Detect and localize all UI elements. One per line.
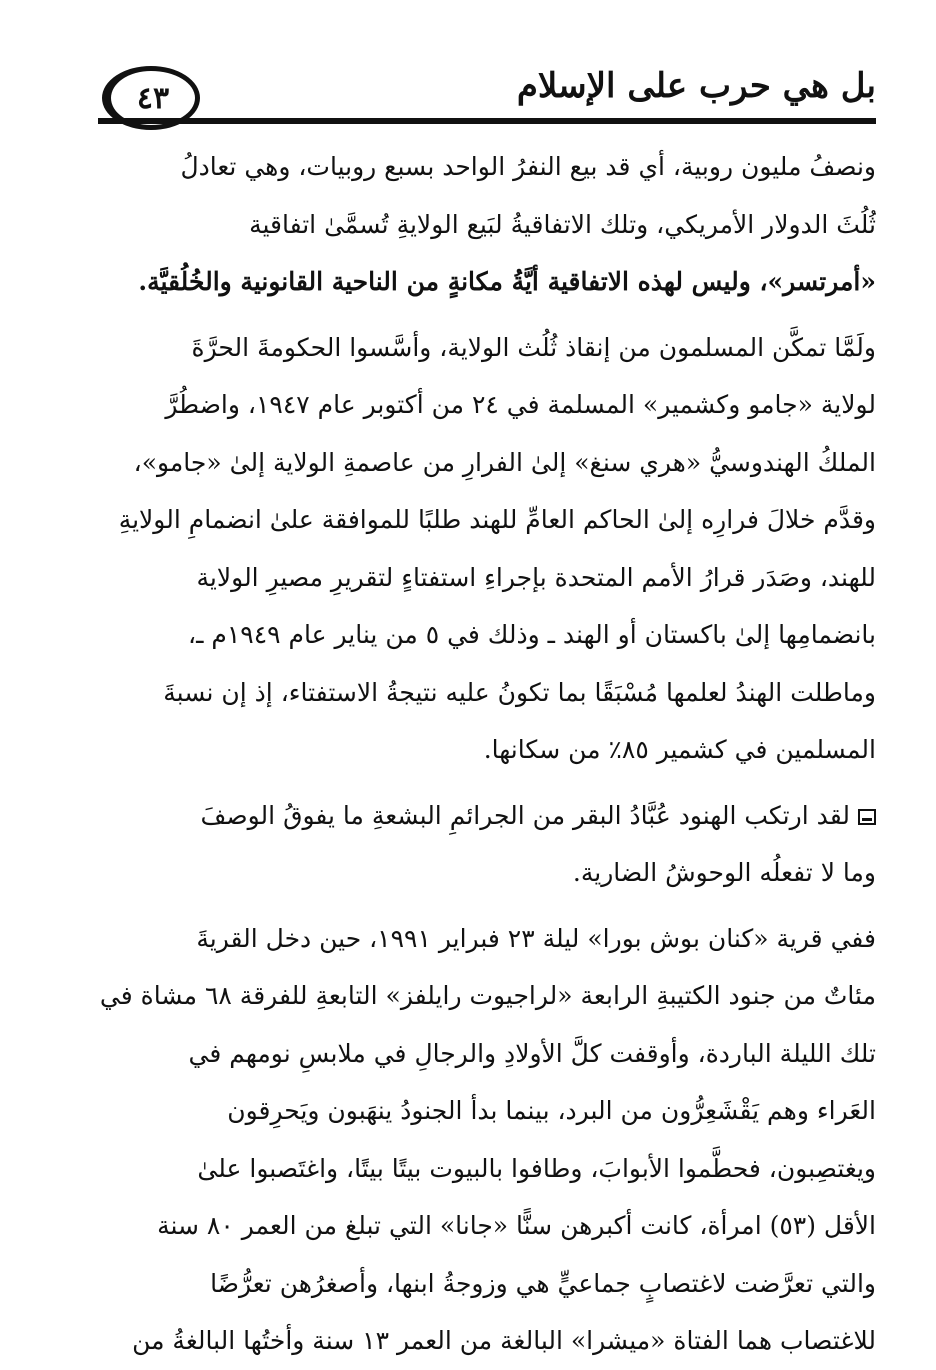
body-text — [98, 138, 876, 1370]
running-header-title: بل هي حرب على الإسلام — [516, 66, 876, 106]
paragraph-gap — [98, 779, 876, 787]
text-line: المسلمين في كشمير ٨٥٪ من سكانها. — [483, 735, 876, 764]
square-bullet-icon — [858, 809, 876, 825]
text-line: ففي قرية «كنان بوش بورا» ليلة ٢٣ فبراير ١٩٩١، حين دخل القريةَ — [196, 923, 876, 953]
text-line-bullet — [98, 787, 876, 845]
text-line: والتي تعرَّضت لاغتصابٍ جماعيٍّ هي وزوجةُ ابنها، وأصغرُهن تعرُّضًا — [210, 1268, 876, 1298]
text-line: للهند، وصَدَر قرارُ الأمم المتحدة بإجراءِ استفتاءٍ لتقريرِ مصيرِ الولاية — [196, 562, 876, 592]
text-line: بانضمامِها إلىٰ باكستان أو الهند ـ وذلك في ٥ من يناير عام ١٩٤٩م ـ، — [188, 620, 876, 649]
text-line: ويغتصِبون، فحطَّموا الأبوابَ، وطافوا بالبيوت بيتًا بيتًا، واغتَصبوا علىٰ — [197, 1153, 876, 1183]
text-line: الملكُ الهندوسيُّ «هري سنغ» إلىٰ الفرارِ من عاصمةِ الولاية إلىٰ «جامو»، — [133, 447, 876, 477]
paragraph-gap — [98, 311, 876, 319]
text-line: ونصفُ مليون روبية، أي قد بيع النفرُ الواحد بسبع روبيات، وهي تعادلُ — [180, 152, 876, 181]
header-divider — [98, 118, 876, 124]
text-line: مئاتٌ من جنود الكتيبةِ الرابعة «لراجيوت رايلفز» التابعةِ للفرقة ٦٨ مشاة في — [99, 981, 876, 1010]
bullet-text: لقد ارتكب الهنود عُبَّادُ البقر من الجرائمِ البشعةِ ما يفوقُ الوصفَ — [200, 800, 850, 830]
text-line: وماطلت الهندُ لعلمها مُسْبَقًا بما تكونُ عليه نتيجةُ الاستفتاء، إذ إن نسبةَ — [163, 677, 876, 707]
text-line: العَراء وهم يَقْشَعِرُّون من البرد، بينما بدأ الجنودُ ينهَبون ويَحرِقون — [227, 1096, 876, 1125]
text-line: تلك الليلة الباردة، وأوقفت كلَّ الأولادِ والرجالِ في ملابسِ نومهم في — [188, 1038, 876, 1068]
text-line: لولاية «جامو وكشمير» المسلمة في ٢٤ من أكتوبر عام ١٩٤٧، واضطُرَّ — [165, 390, 876, 419]
text-line: ولَمَّا تمكَّن المسلمون من إنقاذ ثُلُث الولاية، وأسَّسوا الحكومةَ الحرَّةَ — [191, 332, 876, 362]
text-line: وقدَّم خلالَ فرارِه إلىٰ الحاكم العامِّ للهند طلبًا للموافقة علىٰ انضمامِ الولايةِ — [118, 505, 876, 534]
text-line: للاغتصاب هما الفتاة «ميشرا» البالغة من العمر ١٣ سنة وأختُها البالغةُ من — [132, 1326, 876, 1355]
text-line: وما لا تفعلُه الوحوشُ الضارية. — [572, 858, 876, 887]
paragraph-gap — [98, 902, 876, 910]
text-line: الأقل (٥٣) امرأة، كانت أكبرهن سنًّا «جانا» التي تبلغ من العمر ٨٠ سنة — [157, 1211, 876, 1240]
text-line: ثُلُثَ الدولار الأمريكي، وتلك الاتفاقيةُ لبَيع الولايةِ تُسمَّىٰ اتفاقية — [249, 209, 876, 239]
text-line: «أمرتسر»، وليس لهذه الاتفاقية أيَّةُ مكانةٍ من الناحية القانونية والخُلُقيَّة. — [138, 267, 876, 296]
page-number: ٤٣ — [136, 80, 170, 116]
